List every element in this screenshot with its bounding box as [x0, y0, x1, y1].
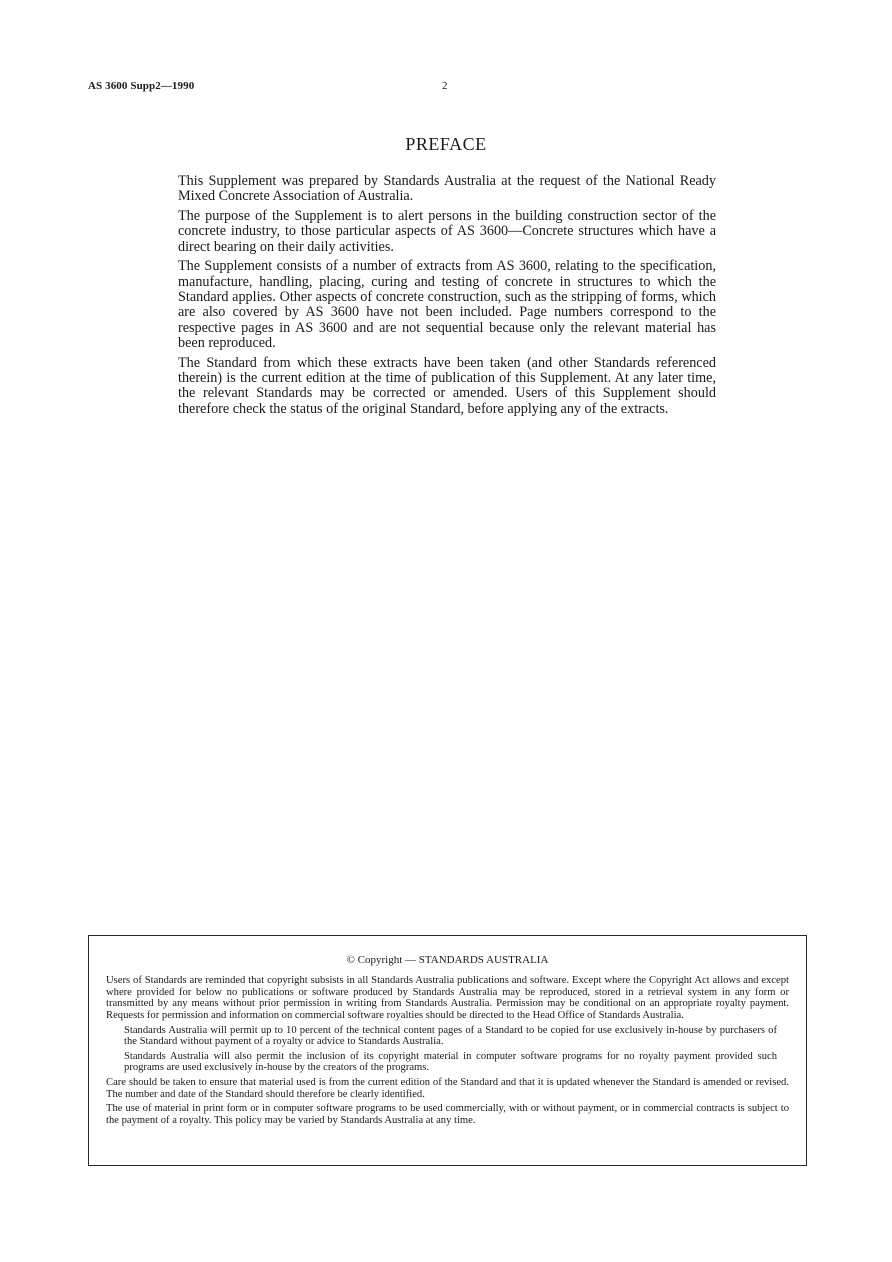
copyright-paragraph: Users of Standards are reminded that copyright subsists in all Standards Australia publications and software. Except where the Copyright Act allows and except where provided for below no publications or software produced by Standards Australia may be reproduced, stored in a retrieval system in any form or transmitted by any means without prior permission in writing from Standards Australia. Permission may be conditional on an appropriate royalty payment. Requests for permission and information on commercial software royalties should be directed to the Head Office of Standards Australia. — [106, 975, 789, 1021]
page-title: PREFACE — [405, 134, 487, 154]
copyright-notice-box — [88, 935, 807, 1166]
copyright-paragraph-indented: Standards Australia will also permit the inclusion of its copyright material in computer software programs for no royalty payment provided such programs are used exclusively in-house by the creators of the programs. — [124, 1050, 777, 1074]
copyright-paragraph: The use of material in print form or in computer software programs to be used commercially, with or without payment, or in commercial contracts is subject to the payment of a royalty. This policy may be varied by Standards Australia at any time. — [106, 1103, 789, 1126]
document-identifier: AS 3600 Supp2—1990 — [88, 80, 195, 92]
preface-paragraph: The purpose of the Supplement is to alert persons in the building construction sector of the concrete industry, to those particular aspects of AS 3600—Concrete structures which have a direct bearing on their daily activities. — [178, 208, 716, 255]
copyright-paragraph-indented: Standards Australia will permit up to 10 percent of the technical content pages of a Standard to be copied for use exclusively in-house by purchasers of the Standard without payment of a royalty or advice to Standards Australia. — [124, 1024, 777, 1047]
copyright-paragraph: Care should be taken to ensure that material used is from the current edition of the Standard and that it is updated whenever the Standard is amended or revised. The number and date of the Standard should therefore be clearly identified. — [106, 1077, 789, 1100]
preface-body — [178, 174, 716, 421]
preface-paragraph: This Supplement was prepared by Standards Australia at the request of the National Ready Mixed Concrete Association of Australia. — [178, 173, 716, 205]
preface-paragraph: The Supplement consists of a number of extracts from AS 3600, relating to the specification, manufacture, handling, placing, curing and testing of concrete in structures to which the Standard applies. Other aspects of concrete construction, such as the stripping of forms, which are also covered by AS 3600 have not been included. Page numbers correspond to the respective pages in AS 3600 and are not sequential because only the relevant material has been reproduced. — [178, 258, 716, 351]
page-number: 2 — [442, 80, 448, 92]
preface-paragraph: The Standard from which these extracts have been taken (and other Standards referenced therein) is the current edition at the time of publication of this Supplement. At any later time, the relevant Standards may be corrected or amended. Users of this Supplement should therefore check the status of the original Standard, before applying any of the extracts. — [178, 354, 716, 417]
copyright-heading: © Copyright — STANDARDS AUSTRALIA — [346, 954, 549, 966]
